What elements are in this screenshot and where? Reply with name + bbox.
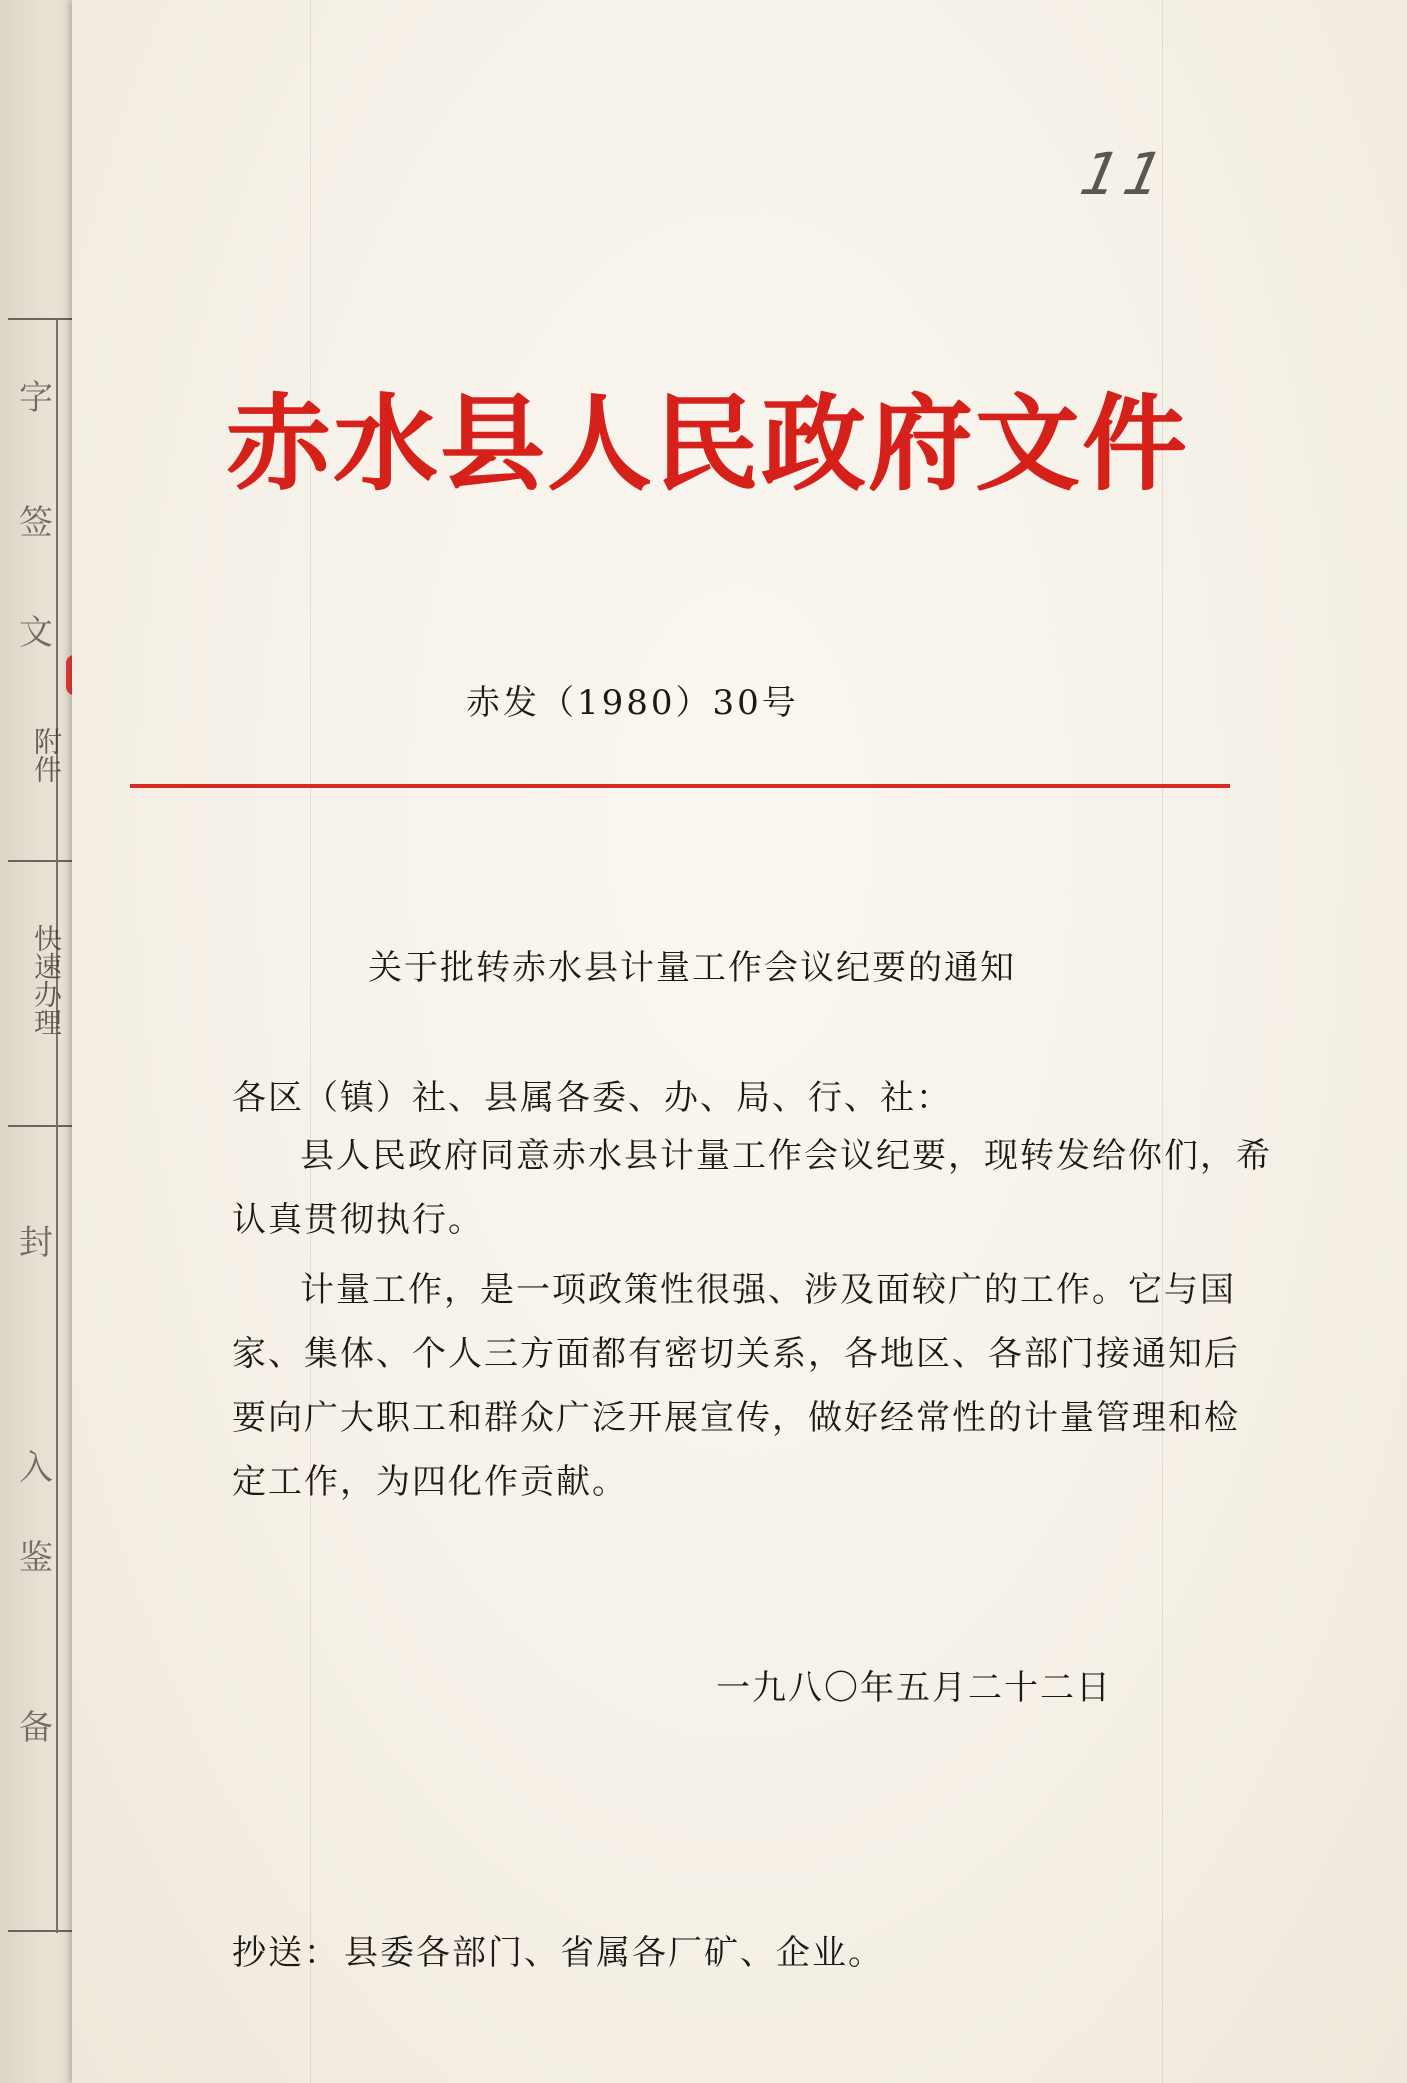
cc-recipients: 县委各部门、省属各厂矿、企业。 <box>344 1933 884 1973</box>
side-char: 备 <box>19 1708 53 1748</box>
cc-label: 抄送： <box>232 1933 340 1973</box>
form-rule-line <box>8 1930 76 1932</box>
form-rule-line <box>8 318 76 320</box>
notice-title: 关于批转赤水县计量工作会议纪要的通知 <box>368 948 1016 988</box>
fold-line <box>1162 0 1163 2083</box>
letterhead-red-rule <box>130 784 1230 788</box>
side-block: 快速办理 <box>30 924 63 1036</box>
cc-line <box>232 1925 884 1974</box>
side-block: 附件 <box>30 727 63 783</box>
form-rule-line <box>8 860 76 862</box>
body-paragraph: 县人民政府同意赤水县计量工作会议纪要，现转发给你们，希认真贯彻执行。 <box>232 1136 1272 1240</box>
side-char: 鉴 <box>19 1538 53 1578</box>
side-char: 签 <box>19 503 53 543</box>
form-rule-line <box>8 1125 76 1127</box>
side-char: 封 <box>19 1223 53 1263</box>
letterhead-title: 赤水县人民政府文件 <box>226 383 1190 505</box>
fold-line <box>310 0 311 2083</box>
side-char: 文 <box>19 613 53 653</box>
body-paragraph: 计量工作，是一项政策性很强、涉及面较广的工作。它与国家、集体、个人三方面都有密切关系，各地区、各部门接通知后要向广大职工和群众广泛开展宣传，做好经常性的计量管理和检定工作，为四化作贡献。 <box>232 1270 1240 1502</box>
salutation: 各区（镇）社、县属各委、办、局、行、社： <box>232 1078 952 1118</box>
issue-date: 一九八〇年五月二十二日 <box>716 1668 1112 1708</box>
side-char: 字 <box>19 378 53 418</box>
document-number: 赤发（1980）30号 <box>466 683 799 723</box>
side-char: 入 <box>19 1448 53 1488</box>
document-page <box>72 0 1407 2083</box>
form-vertical-line <box>56 320 58 1933</box>
handwritten-page-number: 11 <box>1074 140 1176 208</box>
